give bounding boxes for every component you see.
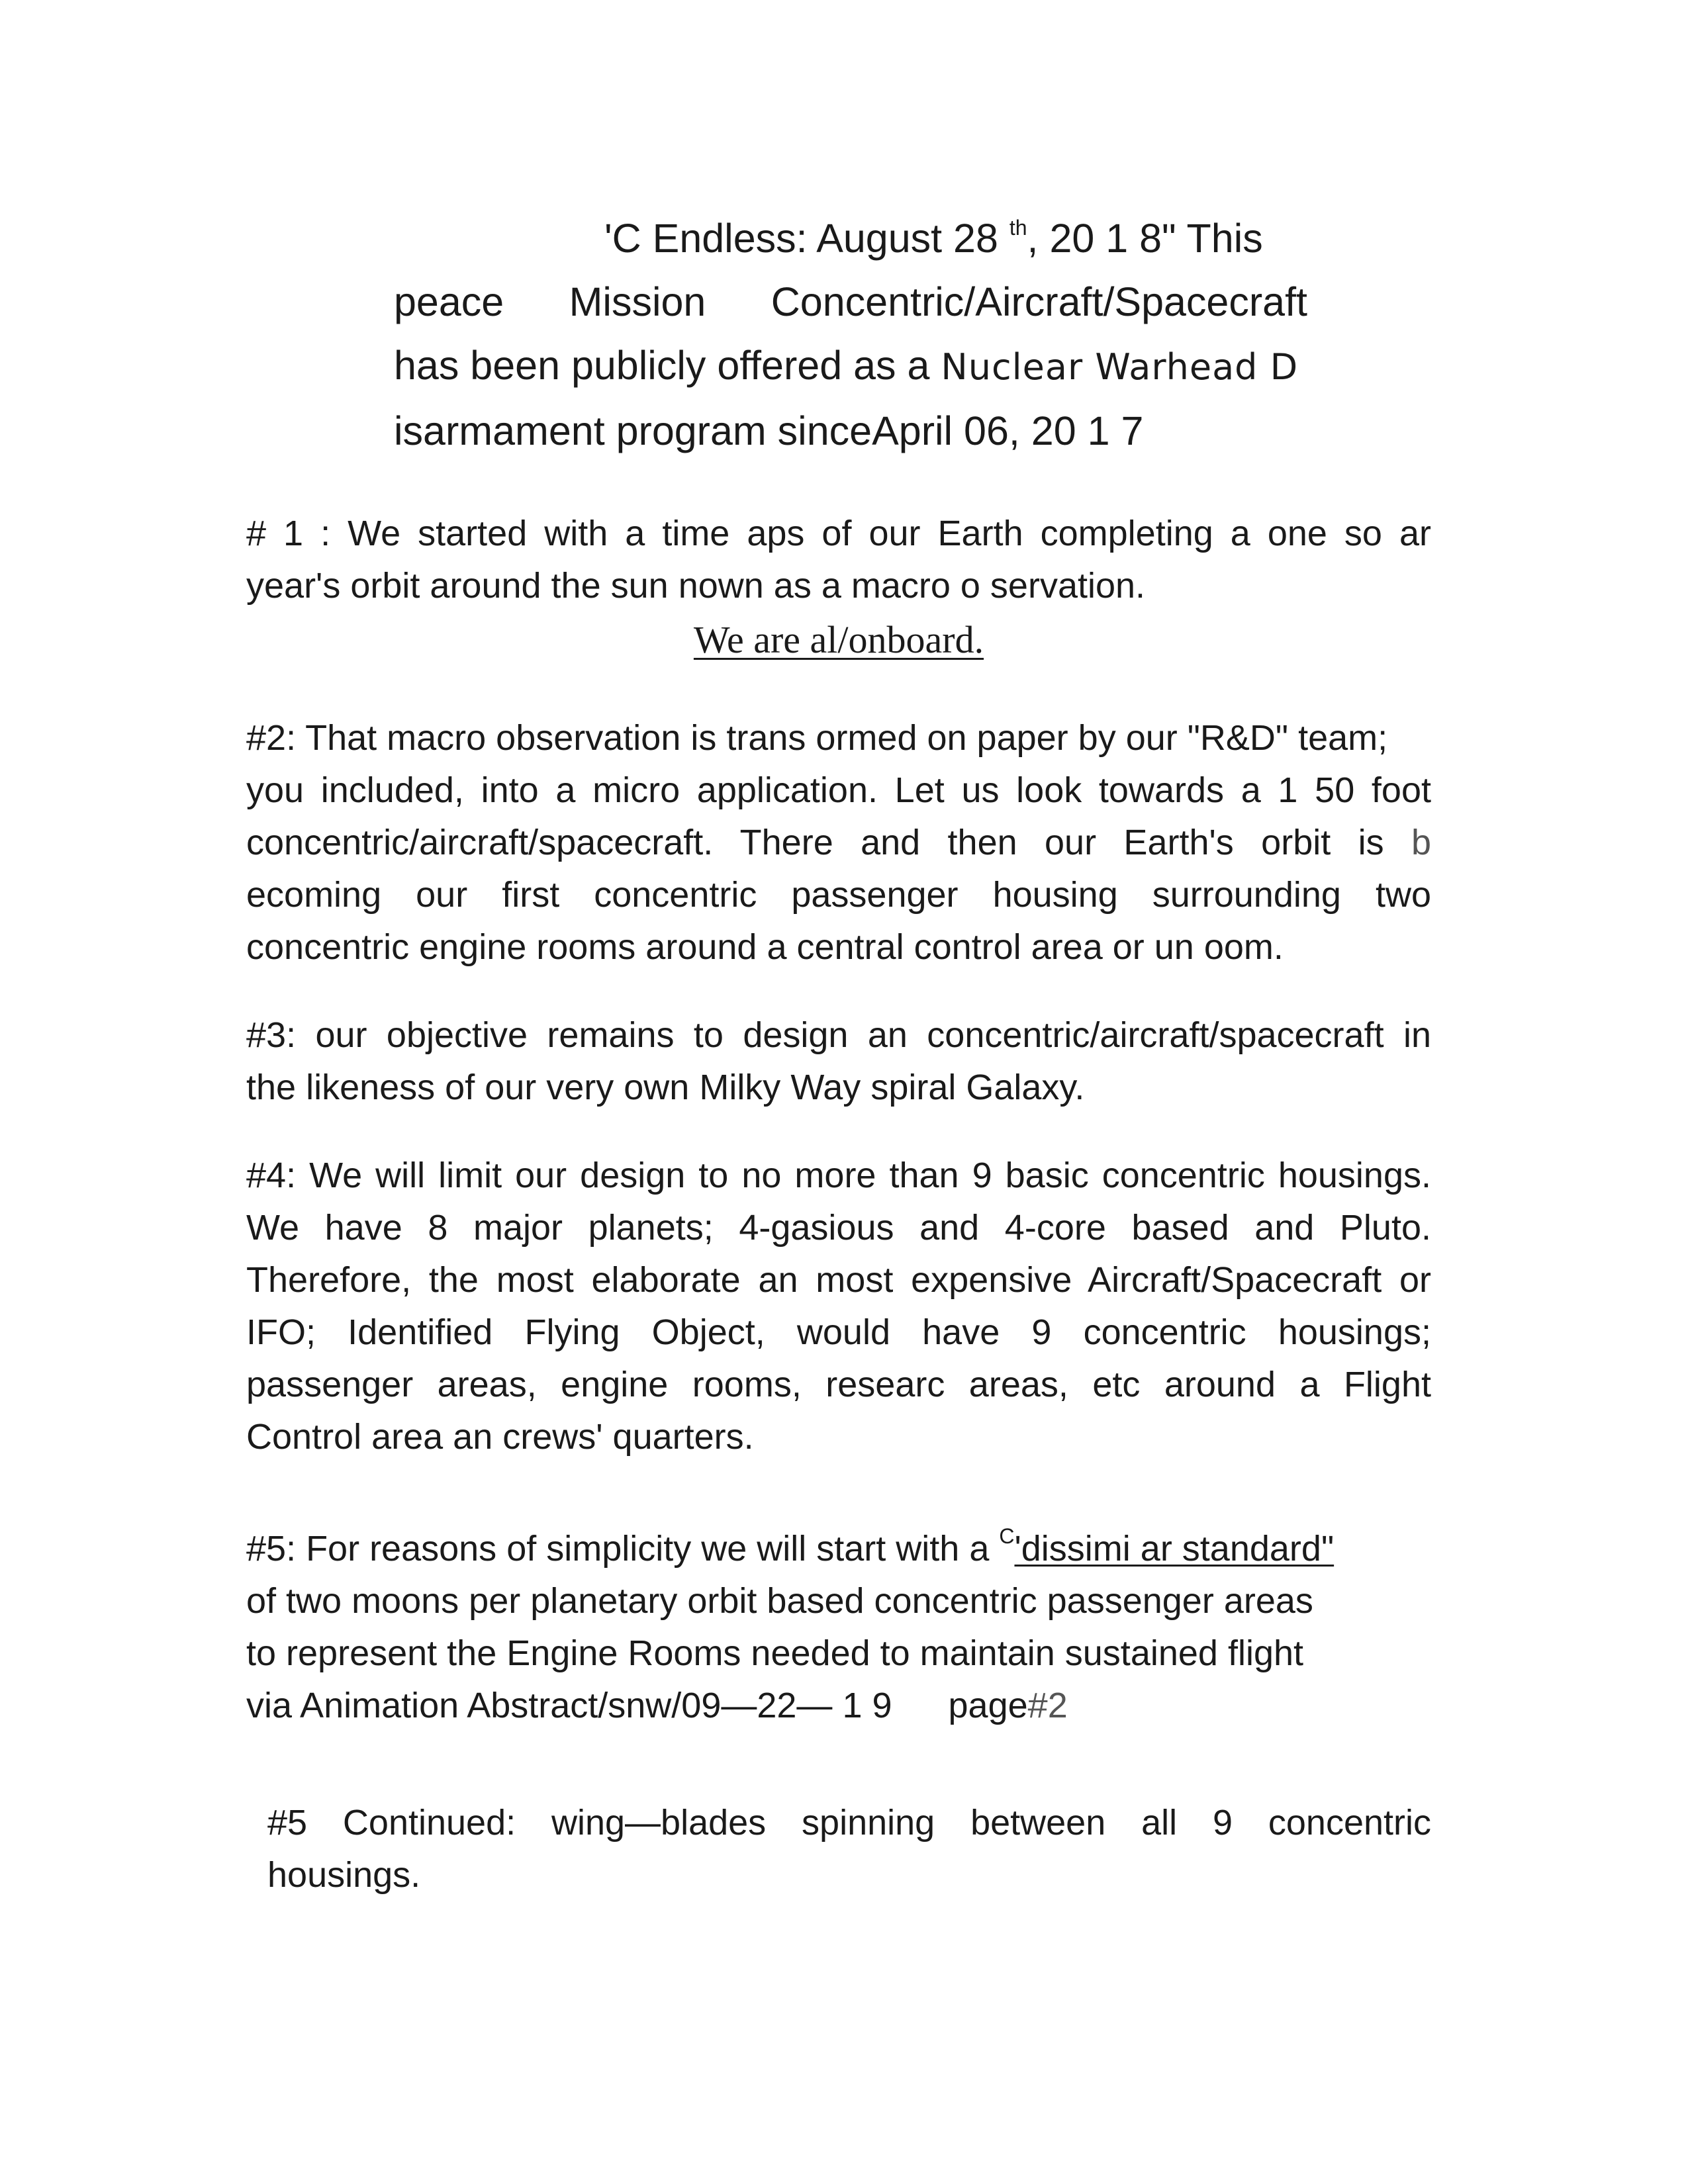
paragraph-4-line-4: IFO; Identified Flying Object, would have 9 concentric housings; [246, 1312, 1431, 1352]
paragraph-6 [267, 1797, 1431, 1901]
paragraph-2-glyph-b: b [1411, 823, 1431, 862]
paragraph-2-line-5: concentric engine rooms around a central control area or un oom. [246, 927, 1284, 967]
paragraph-4-line-5: passenger areas, engine rooms, researc areas, etc around a Flight [246, 1365, 1431, 1404]
paragraph-4-line-2: We have 8 major planets; 4-gasious and 4-core based and Pluto. [246, 1208, 1431, 1248]
paragraph-1-line-1: # 1 : We started with a time aps of our Earth completing a one so ar [246, 514, 1431, 553]
header-line-1 [394, 196, 1307, 270]
header-line-3-text: has been publicly offered as a [394, 343, 941, 388]
header-line-4: isarmament program sinceApril 06, 20 1 7 [394, 408, 1144, 453]
page-label: page [948, 1686, 1028, 1725]
paragraph-2-line-3 [246, 817, 1431, 869]
paragraph-5-line-1-text: #5: For reasons of simplicity we will start with a [246, 1529, 1000, 1569]
nuclear-warhead-text: Nuclear Warhead D [941, 346, 1299, 388]
paragraph-2-line-2: you included, into a micro application. Let us look towards a 1 50 foot [246, 770, 1431, 810]
paragraph-6-line-2: housings. [267, 1855, 421, 1895]
paragraph-4-line-6: Control area an crews' quarters. [246, 1417, 754, 1457]
paragraph-3 [246, 1009, 1431, 1114]
dissimilar-standard-text: 'dissimi ar standard" [1014, 1529, 1335, 1569]
paragraph-5-line-4-text: via Animation Abstract/snw/09—22— 1 9 [246, 1686, 892, 1725]
paragraph-5-line-3: to represent the Engine Rooms needed to maintain sustained flight [246, 1633, 1304, 1673]
header-date-superscript: th [1009, 216, 1027, 240]
page-number: #2 [1027, 1686, 1068, 1725]
paragraph-5-line-1 [246, 1510, 1431, 1575]
document-header [394, 196, 1307, 463]
paragraph-5-superscript: C [999, 1524, 1015, 1548]
header-date-prefix: 'C Endless: August 28 [604, 216, 1009, 261]
paragraph-5-line-4 [246, 1680, 1431, 1732]
paragraph-1-line-2: year's orbit around the sun nown as a macro o servation. [246, 566, 1146, 606]
paragraph-1 [246, 508, 1431, 612]
paragraph-4-line-3: Therefore, the most elaborate an most expensive Aircraft/Spacecraft or [246, 1260, 1431, 1300]
paragraph-2-line-4: ecoming our first concentric passenger housing surrounding two [246, 875, 1431, 915]
header-line-3 [394, 334, 1307, 399]
paragraph-4-line-1: #4: We will limit our design to no more than 9 basic concentric housings. [246, 1156, 1431, 1195]
paragraph-2 [246, 712, 1431, 974]
onboard-caption: We are al/onboard. [693, 618, 984, 661]
header-date-suffix: , 20 1 8" This [1027, 216, 1263, 261]
paragraph-3-line-2: the likeness of our very own Milky Way spiral Galaxy. [246, 1068, 1085, 1107]
paragraph-5 [246, 1510, 1431, 1732]
paragraph-2-line-1: #2: That macro observation is trans ormed on paper by our "R&D" team; [246, 718, 1388, 758]
paragraph-5-line-2: of two moons per planetary orbit based concentric passenger areas [246, 1581, 1313, 1621]
header-line-2: peace Mission Concentric/Aircraft/Spacecraft [394, 279, 1307, 324]
paragraph-2-line-3-text: concentric/aircraft/spacecraft. There and then our Earth's orbit is [246, 823, 1411, 862]
paragraph-4 [246, 1150, 1431, 1463]
paragraph-3-line-1: #3: our objective remains to design an concentric/aircraft/spacecraft in [246, 1015, 1431, 1055]
paragraph-6-line-1: #5 Continued: wing—blades spinning between all 9 concentric [267, 1803, 1431, 1843]
